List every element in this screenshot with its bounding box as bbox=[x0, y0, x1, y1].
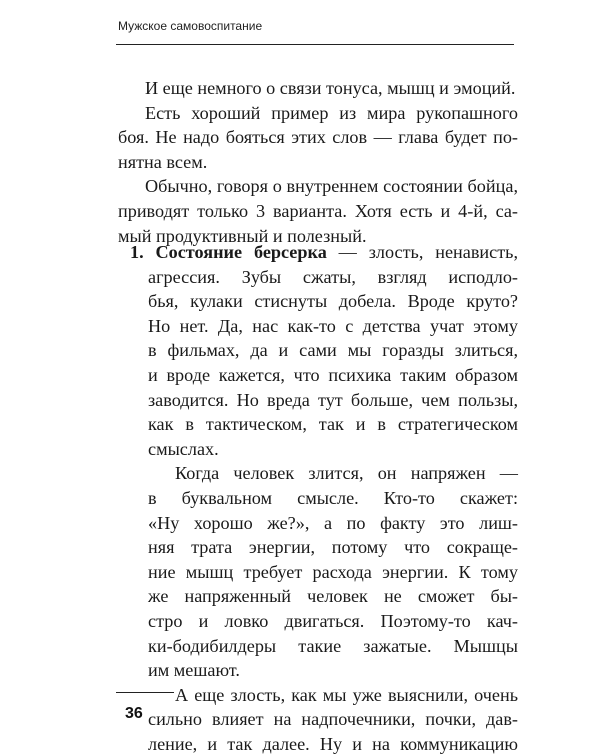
text-line: Когда человек злится, он напряжен — bbox=[175, 463, 518, 484]
text-line: ки-бодибилдеры такие зажатые. Мышцы bbox=[148, 635, 518, 656]
text-line bbox=[130, 240, 518, 265]
text-line: как в тактическом, так и в стратегическом bbox=[148, 414, 518, 435]
list-item-berserk bbox=[130, 240, 518, 265]
paragraph-3 bbox=[118, 174, 518, 248]
page-number: 36 bbox=[125, 705, 143, 722]
text-line: стро и ловко двигаться. Поэтому-то кач- bbox=[148, 610, 518, 631]
text-line: им мешают. bbox=[148, 660, 240, 681]
text-line: мый продуктивный и полезный. bbox=[118, 225, 367, 246]
paragraph-2 bbox=[118, 101, 518, 175]
text-line: в буквальном смысле. Кто-то скажет: bbox=[148, 487, 518, 508]
text-line: сильно влияет на надпочечники, почки, дав- bbox=[148, 709, 518, 730]
header-rule bbox=[116, 44, 514, 45]
paragraph-1 bbox=[118, 76, 518, 101]
text-line: Но нет. Да, нас как-то с детства учат этому bbox=[148, 315, 518, 336]
list-subparagraph-2 bbox=[148, 683, 518, 756]
text-line: бья, кулаки стиснуты добела. Вроде круто? bbox=[148, 291, 518, 312]
text-line: няя трата энергии, потому что сокраще- bbox=[148, 537, 518, 558]
text-line: ние мышц требует расхода энергии. К тому bbox=[148, 561, 518, 582]
text-line: И еще немного о связи тонуса, мышц и эмоций. bbox=[145, 78, 516, 98]
text-line: смыслах. bbox=[148, 438, 219, 459]
list-item-body bbox=[148, 265, 518, 462]
text-line: приводят только 3 варианта. Хотя есть и 4-й, са- bbox=[118, 200, 518, 221]
running-title: Мужское самовоспитание bbox=[118, 19, 263, 33]
footer-rule bbox=[116, 692, 174, 693]
list-number: 1. bbox=[130, 242, 144, 262]
text-line: Обычно, говоря о внутреннем состоянии бойца, bbox=[145, 176, 518, 197]
text-line: в фильмах, да и сами мы горазды злиться, bbox=[148, 340, 518, 361]
text-line: агрессия. Зубы сжаты, взгляд исподло- bbox=[148, 266, 518, 287]
list-term: Состояние берсерка bbox=[155, 242, 327, 262]
list-subparagraph-1 bbox=[148, 461, 518, 682]
text-line: Есть хороший пример из мира рукопашного bbox=[145, 102, 518, 123]
text-line: ление, и так далее. Ну и на коммуникацию bbox=[148, 733, 518, 754]
text-line: заводится. Но вреда тут больше, чем пользы, bbox=[148, 389, 518, 410]
text-line: и вроде кажется, что психика таким образом bbox=[148, 364, 518, 385]
text-line: боя. Не надо бояться этих слов — глава будет по- bbox=[118, 127, 518, 148]
list-term-rest: — злость, ненависть, bbox=[326, 242, 519, 262]
intro-text bbox=[118, 76, 518, 248]
text-line: А еще злость, как мы уже выяснили, очень bbox=[175, 684, 518, 705]
text-line: «Ну хорошо же?», а по факту это лиш- bbox=[148, 512, 518, 533]
text-line: нятна всем. bbox=[118, 151, 208, 172]
text-line: же напряженный человек не сможет бы- bbox=[148, 586, 518, 607]
